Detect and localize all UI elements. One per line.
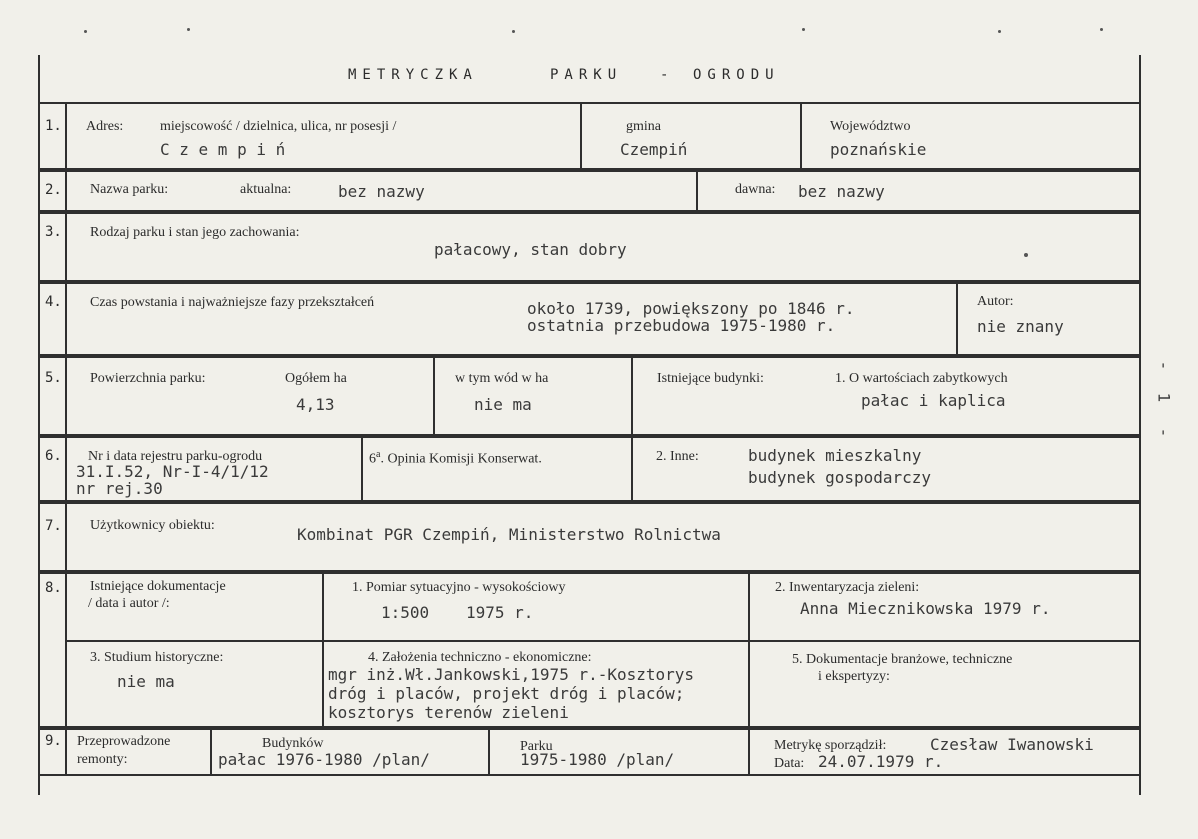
data-label: Data: (774, 756, 805, 771)
dawna-value: bez nazwy (798, 182, 885, 201)
punch-mark (998, 30, 1001, 33)
title-ogrodu: OGRODU (693, 67, 780, 83)
inne-label: 2. Inne: (656, 449, 699, 464)
row5-wody-cell (433, 356, 633, 436)
autor-value: nie znany (977, 317, 1064, 336)
aktualna-label: aktualna: (240, 182, 292, 197)
punch-mark (1100, 28, 1103, 31)
row7-number: 7. (45, 518, 62, 534)
studium-label: 3. Studium historyczne: (90, 650, 224, 665)
opinia-superscript: a (376, 449, 381, 460)
parku-label: Parku (520, 739, 553, 754)
ogolem-value: 4,13 (296, 395, 335, 414)
row1-gmina-cell (580, 102, 802, 170)
adres-sub-label: miejscowość / dzielnica, ulica, nr posesji / (160, 119, 397, 134)
pomiar-label: 1. Pomiar sytuacyjno - wysokościowy (352, 580, 566, 595)
opinia-number: 6 (369, 451, 376, 467)
pomiar-year: 1975 r. (466, 603, 534, 622)
row6-number-cell (38, 436, 67, 502)
remonty-label-1: Przeprowadzone (77, 734, 171, 749)
budynkow-label: Budynków (262, 736, 324, 751)
title-dash: - (660, 67, 675, 83)
row1-wojewodztwo-cell (800, 102, 1141, 170)
parku-value: 1975-1980 /plan/ (520, 750, 675, 769)
czas-label: Czas powstania i najważniejsze fazy przekształceń (90, 295, 375, 310)
zalozenia-label: 4. Założenia techniczno - ekonomiczne: (368, 650, 592, 665)
row1-adres-cell (65, 102, 582, 170)
pomiar-scale: 1:500 (381, 603, 430, 622)
rejestr-line2: nr rej.30 (76, 479, 163, 498)
punch-mark (802, 28, 805, 31)
row9-number: 9. (45, 733, 62, 749)
remonty-label-2: remonty: (77, 752, 128, 767)
czas-value-line1: około 1739, powiększony po 1846 r. (527, 299, 855, 318)
zalozenia-line2: dróg i placów, projekt dróg i placów; (328, 684, 685, 703)
ink-dot (1024, 253, 1028, 257)
branzowe-label-1: 5. Dokumentacje branżowe, techniczne (792, 652, 1013, 667)
rodzaj-label: Rodzaj parku i stan jego zachowania: (90, 225, 300, 240)
row5-number-cell (38, 356, 67, 436)
inwentaryzacja-label: 2. Inwentaryzacja zieleni: (775, 580, 920, 595)
opinia-label (369, 449, 542, 468)
dokumentacje-label-2: / data i autor /: (88, 596, 170, 611)
zalozenia-line1: mgr inż.Wł.Jankowski,1975 r.-Kosztorys (328, 665, 695, 684)
row6-number: 6. (45, 448, 62, 464)
studium-value: nie ma (117, 672, 175, 691)
adres-value: C z e m p i ń (160, 140, 286, 159)
title-metryczka: METRYCZKA (348, 67, 478, 83)
row3-number: 3. (45, 224, 62, 240)
dawna-label: dawna: (735, 182, 776, 197)
adres-label: Adres: (86, 119, 124, 134)
uzytkownicy-label: Użytkownicy obiektu: (90, 518, 215, 533)
opinia-text: . Opinia Komisji Konserwat. (380, 451, 542, 467)
budynki-label: Istniejące budynki: (657, 371, 764, 386)
page-marker-dash-top: - (1154, 360, 1174, 371)
punch-mark (187, 28, 190, 31)
wojewodztwo-label: Województwo (830, 119, 911, 134)
wody-value: nie ma (474, 395, 532, 414)
inwentaryzacja-value: Anna Miecznikowska 1979 r. (800, 599, 1051, 618)
uzytkownicy-value: Kombinat PGR Czempiń, Ministerstwo Rolnictwa (297, 525, 721, 544)
powierzchnia-label: Powierzchnia parku: (90, 371, 206, 386)
wody-label: w tym wód w ha (455, 371, 549, 386)
ogolem-label: Ogółem ha (285, 371, 347, 386)
row3-number-cell (38, 212, 67, 282)
aktualna-value: bez nazwy (338, 182, 425, 201)
row8-number: 8. (45, 580, 62, 596)
inne-line1: budynek mieszkalny (748, 446, 922, 465)
autor-label: Autor: (977, 294, 1014, 309)
metryke-label: Metrykę sporządził: (774, 738, 887, 753)
nazwa-label: Nazwa parku: (90, 182, 169, 197)
data-value: 24.07.1979 r. (818, 752, 944, 771)
branzowe-label-2: i ekspertyzy: (818, 669, 890, 684)
row6-opinia-cell (361, 436, 633, 502)
budynki-sub-label: 1. O wartościach zabytkowych (835, 371, 1008, 386)
rejestr-label: Nr i data rejestru parku-ogrodu (88, 449, 263, 464)
dokumentacje-label-1: Istniejące dokumentacje (90, 579, 226, 594)
page-marker-dash-bottom: - (1154, 427, 1174, 438)
row1-number: 1. (45, 118, 62, 134)
czas-value-line2: ostatnia przebudowa 1975-1980 r. (527, 316, 836, 335)
inne-line2: budynek gospodarczy (748, 468, 932, 487)
row2-number: 2. (45, 182, 62, 198)
budynki-value: pałac i kaplica (861, 391, 1006, 410)
rejestr-line1: 31.I.52, Nr-I-4/1/12 (76, 462, 269, 481)
title-parku: PARKU (550, 67, 623, 83)
punch-mark (84, 30, 87, 33)
gmina-value: Czempiń (620, 140, 688, 159)
rodzaj-value: pałacowy, stan dobry (434, 240, 627, 259)
row7-number-cell (38, 502, 67, 572)
row5-powierzchnia-cell (65, 356, 435, 436)
wojewodztwo-value: poznańskie (830, 140, 927, 159)
page-number: 1 (1154, 392, 1174, 403)
gmina-label: gmina (626, 119, 661, 134)
row4-number: 4. (45, 294, 62, 310)
zalozenia-line3: kosztorys terenów zieleni (328, 703, 569, 722)
metryke-value: Czesław Iwanowski (930, 735, 1094, 754)
punch-mark (512, 30, 515, 33)
budynkow-value: pałac 1976-1980 /plan/ (218, 750, 430, 769)
row1-number-cell (38, 102, 67, 170)
row5-number: 5. (45, 370, 62, 386)
